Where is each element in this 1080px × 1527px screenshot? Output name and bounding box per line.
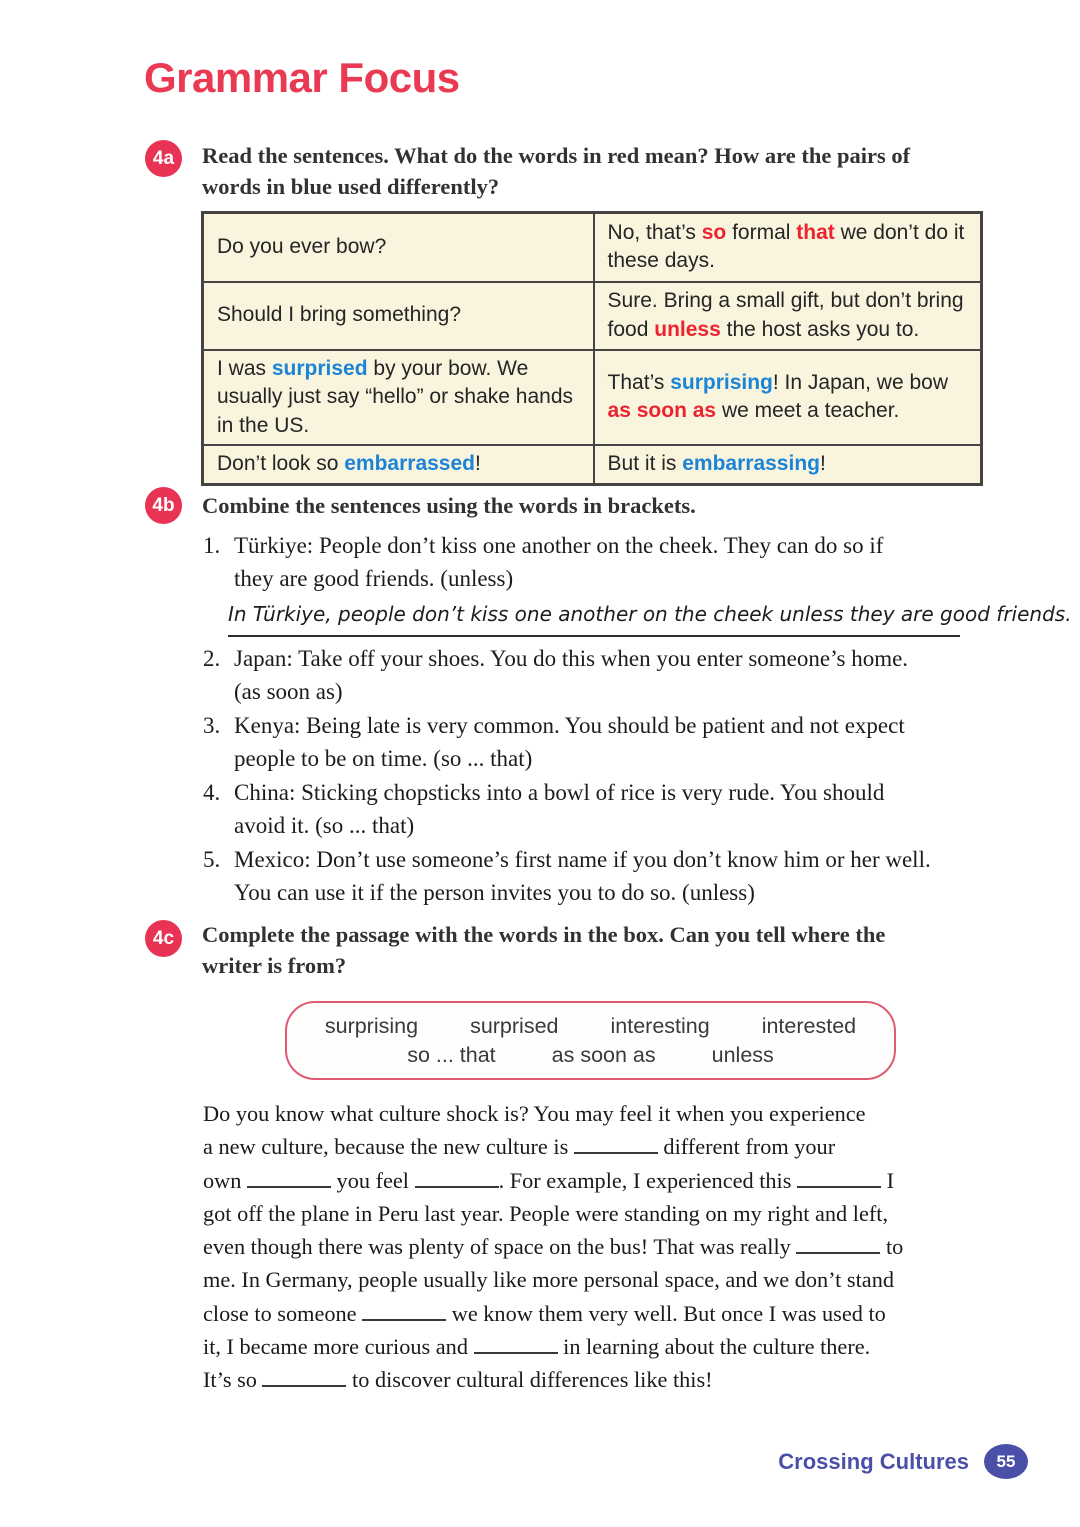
passage-line: a new culture, because the new culture is different from your: [203, 1134, 836, 1160]
table-cell-right: But it is embarrassing!: [594, 445, 982, 484]
list-item-text: Mexico: Don’t use someone’s first name if you don’t know him or her well. You can use it if the person invites you to do so. (unless): [234, 847, 931, 905]
passage-line: got off the plane in Peru last year. People were standing on my right and left,: [203, 1200, 889, 1226]
grammar-example-table: [201, 211, 983, 486]
word-bank-box: [285, 1001, 896, 1080]
passage-line: it, I became more curious and in learning about the culture there.: [203, 1334, 871, 1360]
word-bank-row: [287, 1043, 894, 1068]
handwritten-answer: In Türkiye, people don’t kiss one another on the cheek unless they are good friends.: [228, 598, 960, 637]
list-item: [203, 843, 1003, 909]
passage-line: It’s so to discover cultural differences like this!: [203, 1367, 713, 1393]
section-4b-badge: 4b: [145, 487, 182, 524]
list-item: [203, 529, 1003, 595]
list-item-text: Türkiye: People don’t kiss one another on the cheek. They can do so if they are good friends. (unless): [234, 533, 884, 591]
table-row: [203, 350, 982, 446]
fill-in-blank: [797, 1171, 881, 1188]
list-item-number: 3.: [203, 713, 221, 738]
fill-in-blank: [415, 1171, 499, 1188]
passage-line: Do you know what culture shock is? You may feel it when you experience: [203, 1101, 866, 1126]
page-footer: [778, 1444, 1028, 1479]
passage-line: close to someone we know them very well. But once I was used to: [203, 1300, 886, 1326]
table-row: [203, 282, 982, 350]
table-row: [203, 213, 982, 282]
passage-line: own you feel . For example, I experienced this I: [203, 1167, 895, 1193]
fill-in-blank: [247, 1171, 331, 1188]
word-bank-word: interested: [761, 1013, 857, 1038]
table-cell-left: Should I bring something?: [203, 282, 594, 350]
section-4b-instruction: Combine the sentences using the words in brackets.: [202, 493, 696, 518]
section-4c-badge: 4c: [145, 920, 182, 957]
word-bank-row: [287, 1014, 894, 1039]
word-bank-word: interesting: [610, 1013, 710, 1038]
fill-in-blank: [474, 1337, 558, 1354]
table-cell-left: Don’t look so embarrassed!: [203, 445, 594, 484]
table-row: [203, 445, 982, 484]
word-bank-word: surprising: [324, 1013, 419, 1038]
unit-title: Crossing Cultures: [778, 1448, 969, 1474]
table-cell-left: Do you ever bow?: [203, 213, 594, 282]
list-item-text: China: Sticking chopsticks into a bowl of rice is very rude. You should avoid it. (so ... that): [234, 780, 885, 838]
section-4a-instruction: Read the sentences. What do the words in red mean? How are the pairs of words in blue used differently?: [202, 143, 911, 199]
cloze-passage: [203, 1097, 1003, 1397]
table-cell-right: That’s surprising! In Japan, we bow as soon as we meet a teacher.: [594, 350, 982, 446]
table-cell-left: I was surprised by your bow. We usually just say “hello” or shake hands in the US.: [203, 350, 594, 446]
fill-in-blank: [362, 1304, 446, 1321]
word-bank-word: as soon as: [551, 1042, 656, 1067]
list-item: [203, 642, 1003, 708]
table-cell-right: No, that’s so formal that we don’t do it these days.: [594, 213, 982, 282]
word-bank-word: unless: [711, 1042, 774, 1067]
page-title: Grammar Focus: [144, 54, 460, 101]
list-item: [203, 776, 1003, 842]
section-4c-instruction: Complete the passage with the words in the box. Can you tell where the writer is from?: [202, 922, 886, 978]
sentence-combining-list: [203, 529, 1072, 910]
fill-in-blank: [262, 1370, 346, 1387]
passage-line: even though there was plenty of space on the bus! That was really to: [203, 1234, 904, 1260]
list-item-number: 1.: [203, 533, 221, 558]
section-4a-badge: 4a: [145, 140, 182, 177]
list-item-text: Japan: Take off your shoes. You do this when you enter someone’s home. (as soon as): [234, 646, 909, 704]
fill-in-blank: [574, 1137, 658, 1154]
passage-line: me. In Germany, people usually like more personal space, and we don’t stand: [203, 1267, 894, 1293]
list-item-number: 4.: [203, 780, 221, 805]
word-bank-word: so ... that: [407, 1042, 496, 1067]
list-item-number: 5.: [203, 847, 221, 872]
list-item-text: Kenya: Being late is very common. You should be patient and not expect people to be on time. (so ... that): [234, 713, 905, 771]
table-cell-right: Sure. Bring a small gift, but don’t bring food unless the host asks you to.: [594, 282, 982, 350]
fill-in-blank: [796, 1237, 880, 1254]
list-item-number: 2.: [203, 646, 221, 671]
list-item: [203, 709, 1003, 775]
page-number-badge: 55: [984, 1444, 1028, 1479]
word-bank-word: surprised: [470, 1013, 559, 1038]
